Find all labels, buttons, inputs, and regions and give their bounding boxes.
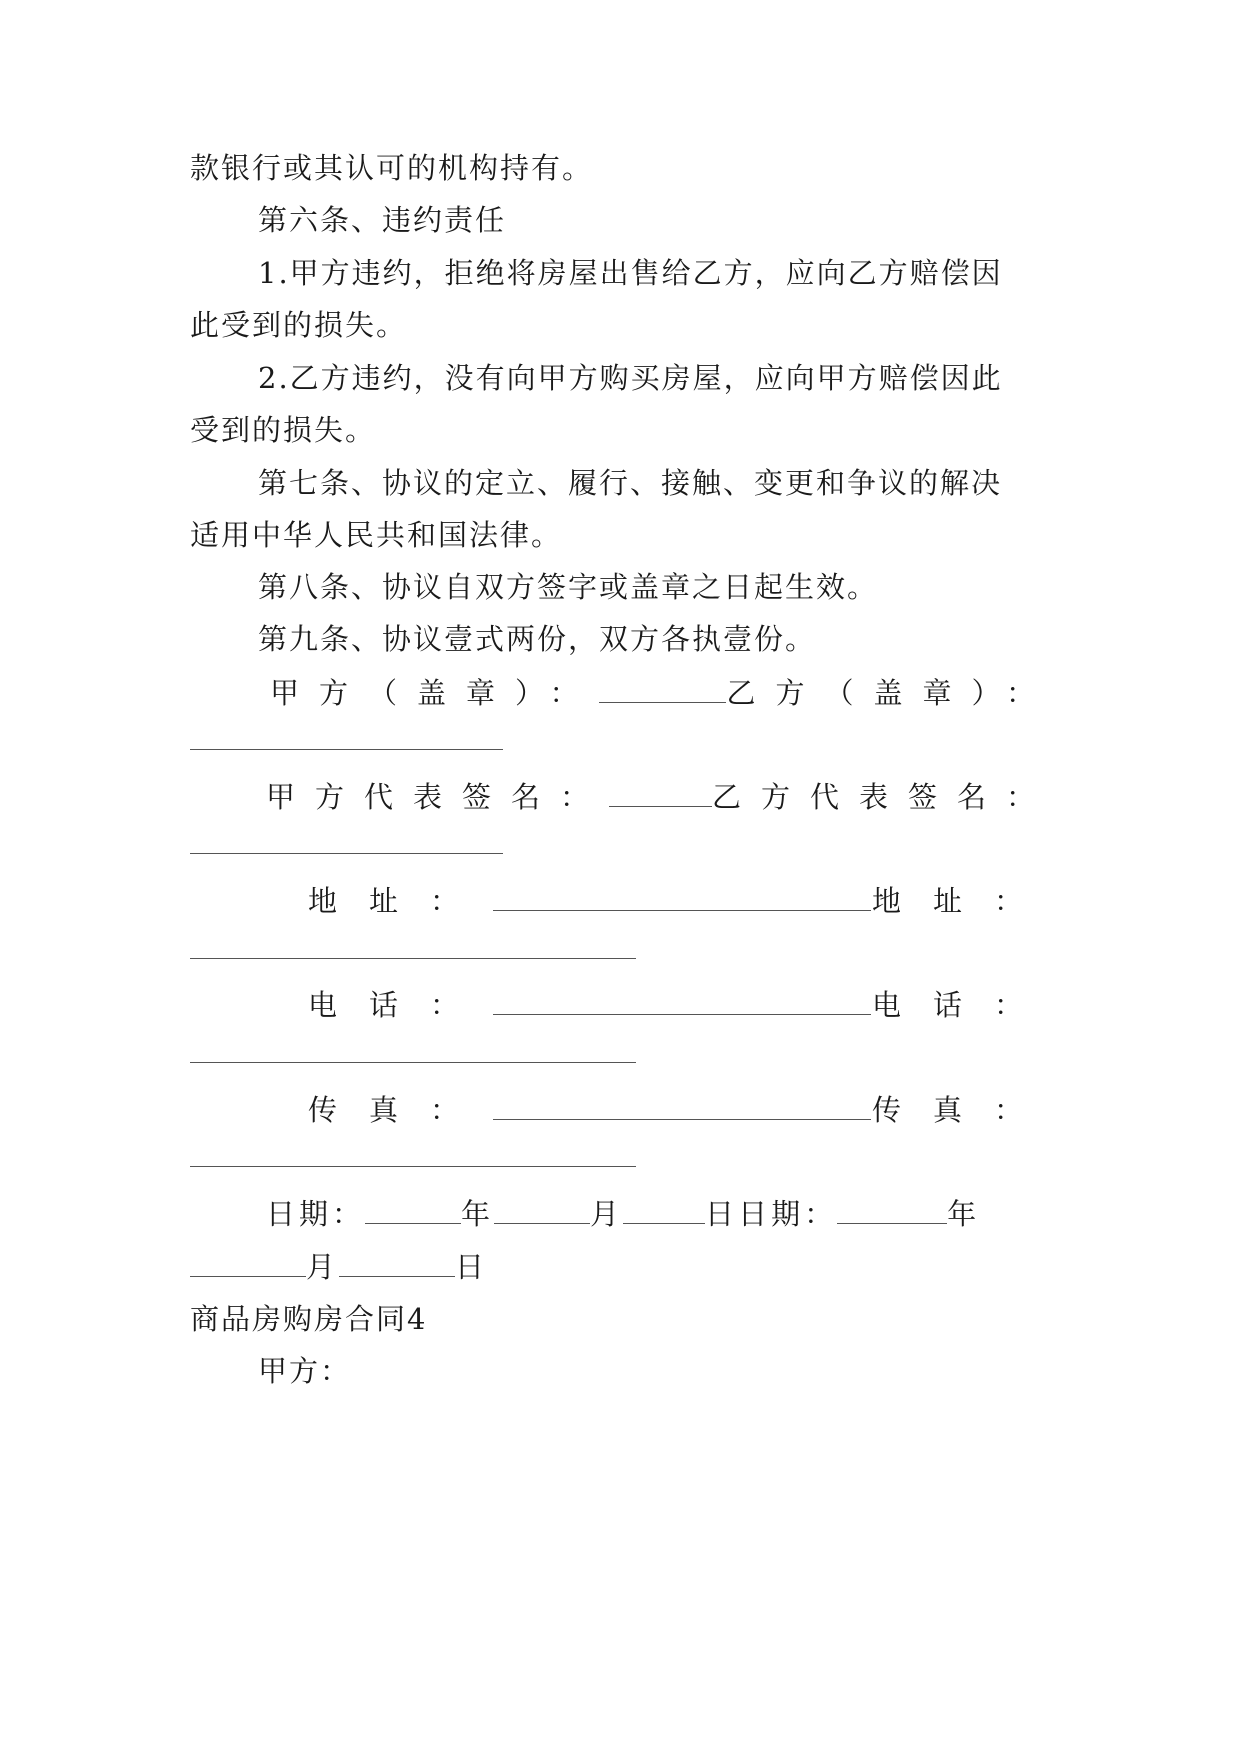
party-b-seal-label: 乙方（盖章）： bbox=[726, 676, 1055, 710]
date-a-month-blank[interactable] bbox=[494, 1193, 590, 1224]
date-a-day-blank[interactable] bbox=[623, 1193, 705, 1224]
date-row bbox=[266, 1193, 1055, 1234]
paragraph-line: 1.甲方违约，拒绝将房屋出售给乙方，应向乙方赔偿因 bbox=[258, 256, 1003, 290]
next-party-a-label: 甲方： bbox=[258, 1354, 352, 1388]
day-label: 日 bbox=[455, 1250, 489, 1284]
seal-row bbox=[270, 672, 1055, 713]
month-label: 月 bbox=[590, 1197, 624, 1231]
article-six-heading: 第六条、违约责任 bbox=[258, 203, 507, 237]
party-a-seal-blank[interactable] bbox=[599, 672, 727, 703]
party-a-rep-blank[interactable] bbox=[609, 776, 712, 807]
next-contract-title: 商品房购房合同4 bbox=[190, 1302, 428, 1336]
date-b-label: 日期： bbox=[738, 1197, 838, 1231]
address-a-blank[interactable] bbox=[493, 880, 871, 911]
party-b-rep-blank[interactable] bbox=[190, 853, 503, 854]
phone-b-blank[interactable] bbox=[190, 1062, 636, 1063]
year-label: 年 bbox=[947, 1197, 981, 1231]
date-a-year-blank[interactable] bbox=[365, 1193, 461, 1224]
fax-a-label: 传真： bbox=[308, 1093, 492, 1127]
paragraph-line: 此受到的损失。 bbox=[190, 308, 408, 342]
phone-b-label: 电话： bbox=[871, 988, 1055, 1022]
paragraph-line: 适用中华人民共和国法律。 bbox=[190, 518, 563, 552]
paragraph-line: 第七条、协议的定立、履行、接触、变更和争议的解决 bbox=[258, 466, 1003, 500]
party-b-seal-blank[interactable] bbox=[190, 749, 503, 750]
paragraph-line: 2.乙方违约，没有向甲方购买房屋，应向甲方赔偿因此 bbox=[258, 361, 1003, 395]
address-b-label: 地址： bbox=[871, 884, 1055, 918]
year-label: 年 bbox=[461, 1197, 495, 1231]
fax-b-label: 传真： bbox=[871, 1093, 1055, 1127]
address-a-label: 地址： bbox=[308, 884, 492, 918]
fax-b-blank[interactable] bbox=[190, 1166, 636, 1167]
party-a-seal-label: 甲方（盖章）： bbox=[270, 676, 599, 710]
address-row bbox=[308, 880, 1055, 921]
fax-row bbox=[308, 1089, 1055, 1130]
month-label: 月 bbox=[306, 1250, 340, 1284]
date-b-month-blank[interactable] bbox=[190, 1246, 306, 1277]
party-b-rep-label: 乙方代表签名： bbox=[711, 780, 1055, 814]
paragraph-line: 受到的损失。 bbox=[190, 413, 377, 447]
day-label: 日 bbox=[705, 1197, 739, 1231]
phone-a-blank[interactable] bbox=[493, 984, 871, 1015]
date-a-label: 日期： bbox=[266, 1197, 366, 1231]
date-b-year-blank[interactable] bbox=[837, 1193, 947, 1224]
article-eight: 第八条、协议自双方签字或盖章之日起生效。 bbox=[258, 570, 879, 604]
article-nine: 第九条、协议壹式两份，双方各执壹份。 bbox=[258, 622, 817, 656]
date-row-continued bbox=[190, 1246, 1055, 1287]
party-a-rep-label: 甲方代表签名： bbox=[266, 780, 610, 814]
representative-row bbox=[266, 776, 1055, 817]
date-b-day-blank[interactable] bbox=[339, 1246, 455, 1277]
address-b-blank[interactable] bbox=[190, 958, 636, 959]
paragraph-line: 款银行或其认可的机构持有。 bbox=[190, 151, 594, 185]
phone-row bbox=[308, 984, 1055, 1025]
phone-a-label: 电话： bbox=[308, 988, 492, 1022]
fax-a-blank[interactable] bbox=[493, 1089, 871, 1120]
